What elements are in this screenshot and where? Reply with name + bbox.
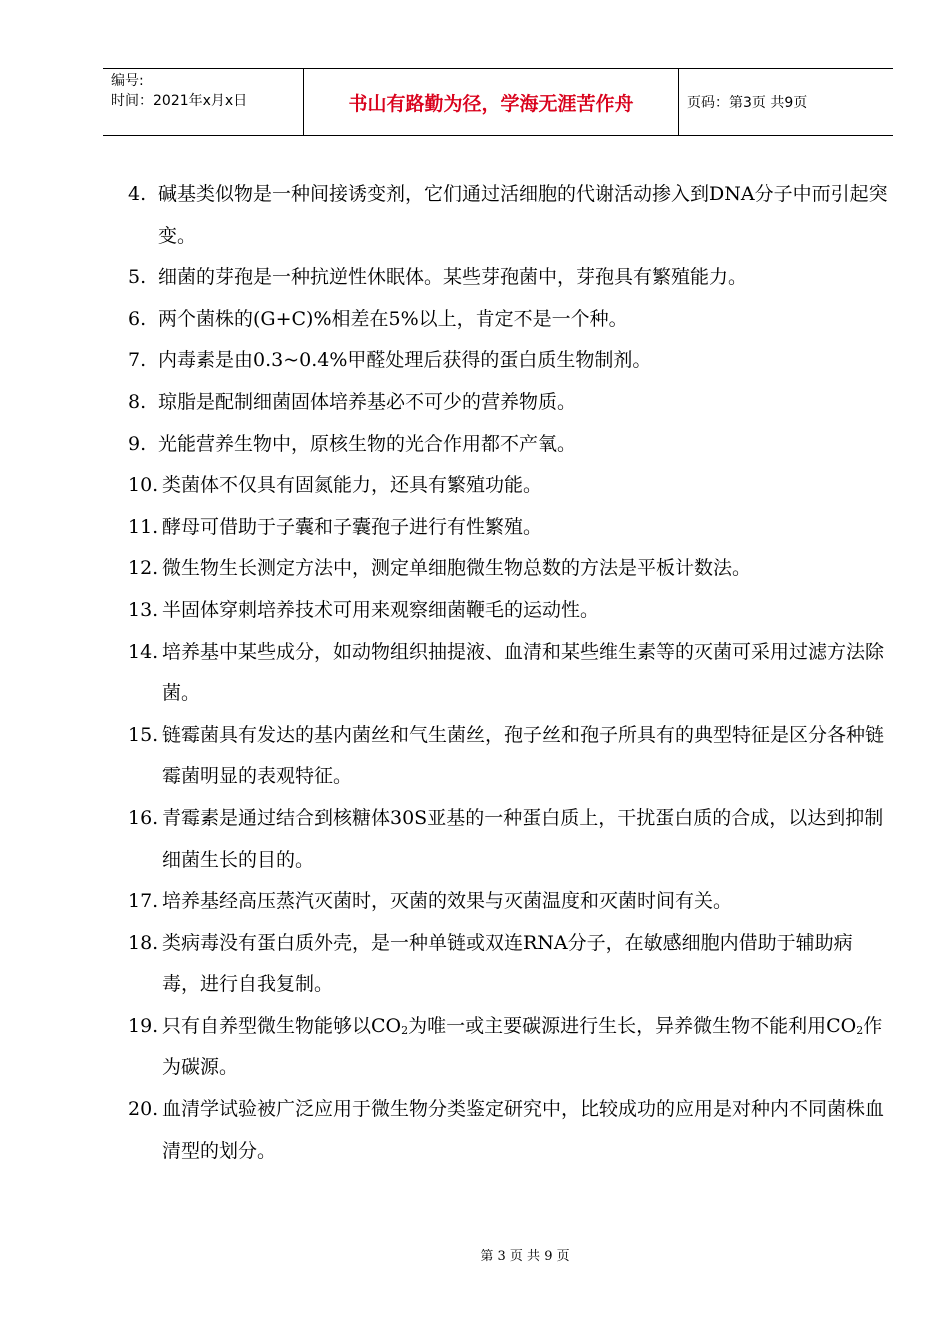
item-number: 18. [128,931,159,954]
item-text-part: 只有自养型微生物能够以CO [162,1014,402,1037]
item-text: 微生物生长测定方法中，测定单细胞微生物总数的方法是平板计数法。 [162,557,752,580]
page-header [103,68,893,136]
item-text: 细菌的芽孢是一种抗逆性休眠体。某些芽孢菌中，芽孢具有繁殖能力。 [158,266,748,289]
item-text: 琼脂是配制细菌固体培养基必不可少的营养物质。 [158,390,577,413]
item-text: 青霉素是通过结合到核糖体30S亚基的一种蛋白质上，干扰蛋白质的合成，以达到抑制细菌生长的目的。 [162,806,884,871]
item-number: 16. [128,806,159,829]
item-text [162,1006,890,1089]
item-text: 半固体穿刺培养技术可用来观察细菌鞭毛的运动性。 [162,598,600,621]
item-number: 4. [128,183,147,205]
list-item [128,174,890,257]
list-item [128,632,890,715]
header-motto: 书山有路勤为径，学海无涯苦作舟 [303,69,679,135]
item-number: 7. [128,349,147,372]
item-number: 8. [128,390,147,413]
item-number: 6. [128,307,147,330]
item-text: 血清学试验被广泛应用于微生物分类鉴定研究中，比较成功的应用是对种内不同菌株血清型的划分。 [162,1098,885,1162]
page-footer: 第 3 页 共 9 页 [480,1249,570,1264]
list-item [128,1089,890,1172]
item-number: 10. [128,474,159,497]
list-item [128,257,890,299]
list-item [128,1006,890,1089]
item-text: 类菌体不仅具有固氮能力，还具有繁殖功能。 [162,474,543,497]
list-item [128,590,890,632]
subscript: 2 [856,1023,864,1037]
item-number: 12. [128,557,159,580]
list-item [128,382,890,424]
subscript: 2 [401,1023,409,1037]
list-item [128,507,890,549]
item-text-part: 为唯一或主要碳源进行生长，异养微生物不能利用CO [408,1014,857,1037]
item-number: 14. [128,640,159,663]
number-label: 编号: [111,73,144,89]
item-number: 11. [128,515,159,538]
list-item [128,424,890,466]
item-number: 9. [128,432,147,455]
item-text: 类病毒没有蛋白质外壳，是一种单链或双连RNA分子，在敏感细胞内借助于辅助病毒，进行自我复制。 [162,931,853,996]
item-number: 17. [128,890,159,913]
item-text: 碱基类似物是一种间接诱变剂，它们通过活细胞的代谢活动掺入到DNA分子中而引起突变。 [158,183,888,247]
item-text: 培养基经高压蒸汽灭菌时，灭菌的效果与灭菌温度和灭菌时间有关。 [162,890,733,913]
item-number: 5. [128,266,147,289]
list-item [128,881,890,923]
list-item [128,299,890,341]
item-text: 光能营养生物中，原核生物的光合作用都不产氧。 [158,432,577,455]
item-number: 20. [128,1098,159,1121]
item-text: 链霉菌具有发达的基内菌丝和气生菌丝，孢子丝和孢子所具有的典型特征是区分各种链霉菌明显的表观特征。 [162,723,885,788]
item-number: 13. [128,598,159,621]
time-label: 时间：2021年x月x日 [111,93,248,109]
item-text: 内毒素是由0.3~0.4%甲醛处理后获得的蛋白质生物制剂。 [158,349,652,372]
list-item [128,465,890,507]
item-text: 酵母可借助于子囊和子囊孢子进行有性繁殖。 [162,515,543,538]
item-number: 19. [128,1014,159,1037]
item-text: 两个菌株的(G+C)%相差在5%以上，肯定不是一个种。 [158,307,628,330]
list-item [128,548,890,590]
item-number: 15. [128,723,159,746]
header-page-label: 页码：第3页 共9页 [687,95,808,111]
header-info [103,69,303,135]
item-text-part: 作为碳源。 [162,1014,883,1079]
list-item [128,923,890,1006]
list-item [128,715,890,798]
list-item [128,798,890,881]
item-text: 培养基中某些成分，如动物组织抽提液、血清和某些维生素等的灭菌可采用过滤方法除菌。 [162,640,885,705]
question-list [128,174,890,1172]
list-item [128,340,890,382]
